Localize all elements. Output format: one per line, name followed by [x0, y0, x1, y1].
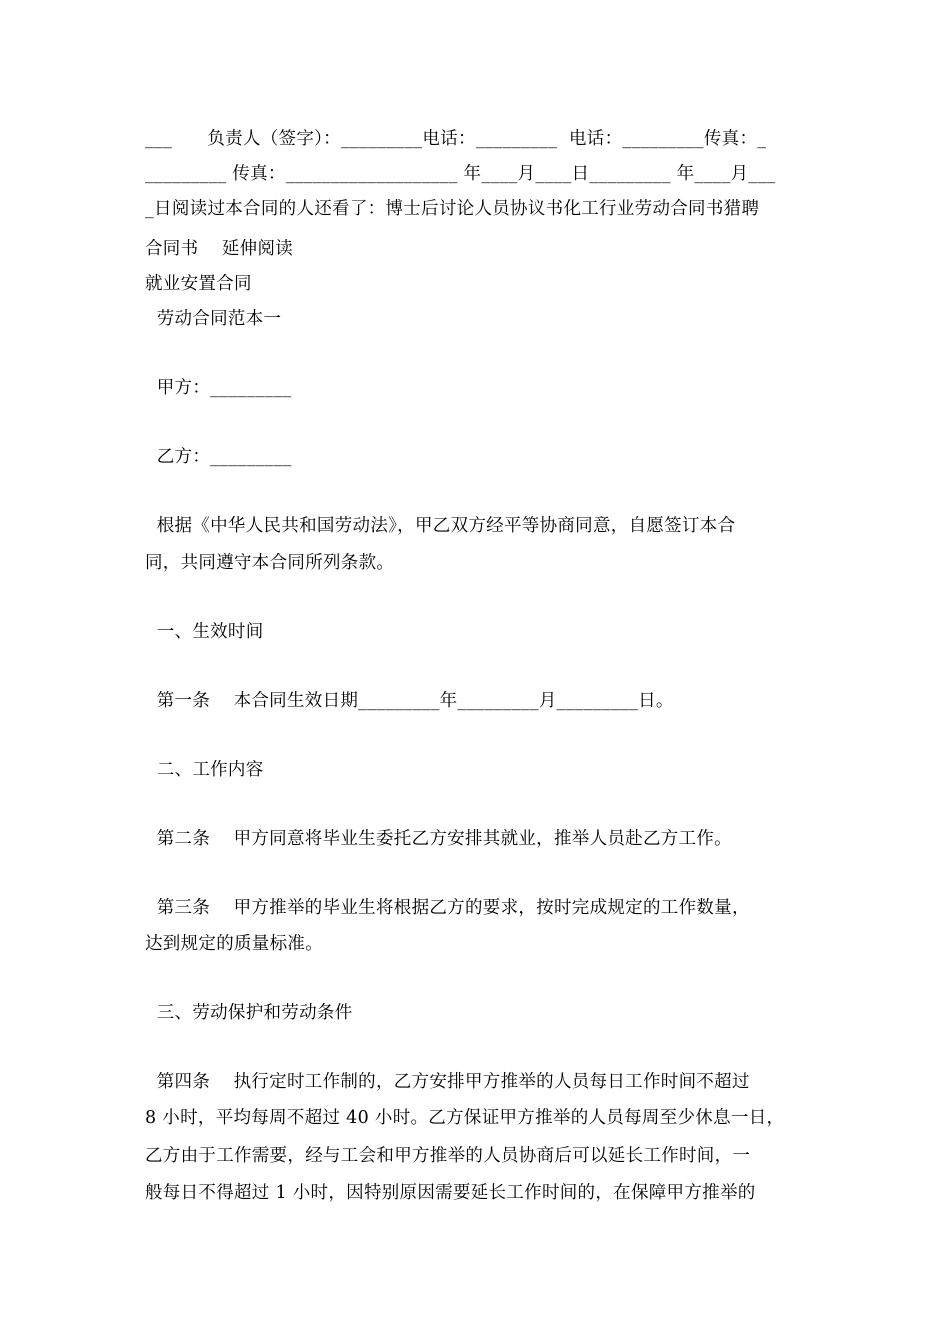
section-heading-1: 一、生效时间 — [145, 622, 264, 642]
section-heading-3: 三、劳动保护和劳动条件 — [145, 1003, 353, 1023]
article-4-line-1: 第四条 执行定时工作制的，乙方安排甲方推举的人员每日工作时间不超过 — [145, 1072, 750, 1092]
article-2: 第二条 甲方同意将毕业生委托乙方安排其就业，推举人员赴乙方工作。 — [145, 829, 732, 849]
article-3-line-1: 第三条 甲方推举的毕业生将根据乙方的要求，按时完成规定的工作数量， — [145, 898, 750, 918]
signature-contact-line: ___ 负责人（签字）：_________电话：_________ 电话：_________传真：_ — [145, 129, 767, 149]
article-4-line-3: 乙方由于工作需要，经与工会和甲方推举的人员协商后可以延长工作时间，一 — [145, 1146, 751, 1166]
section-heading-2: 二、工作内容 — [145, 760, 264, 780]
party-a-line: 甲方：_________ — [145, 378, 292, 398]
contract-title: 劳动合同范本一 — [145, 309, 282, 329]
article-4-line-4: 般每日不得超过 1 小时，因特别原因需要延长工作时间的，在保障甲方推举的 — [145, 1183, 756, 1203]
article-4-line-2: 8 小时，平均每周不超过 40 小时。乙方保证甲方推举的人员每周至少休息一日， — [145, 1108, 785, 1128]
article-3-line-2: 达到规定的质量标准。 — [145, 934, 323, 954]
party-b-line: 乙方：_________ — [145, 447, 292, 467]
related-reading-line: _日阅读过本合同的人还看了：博士后讨论人员协议书化工行业劳动合同书猎聘 — [145, 199, 760, 219]
related-title: 就业安置合同 — [145, 274, 252, 294]
related-reading-line-2: 合同书 延伸阅读 — [145, 239, 294, 259]
fax-date-line: _________ 传真：___________________ 年____月____日_________ 年____月___ — [145, 164, 776, 184]
preamble-line-2: 同，共同遵守本合同所列条款。 — [145, 553, 395, 573]
preamble-line-1: 根据《中华人民共和国劳动法》，甲乙双方经平等协商同意，自愿签订本合 — [145, 516, 736, 536]
article-1: 第一条 本合同生效日期_________年_________月_________日。 — [145, 691, 674, 711]
